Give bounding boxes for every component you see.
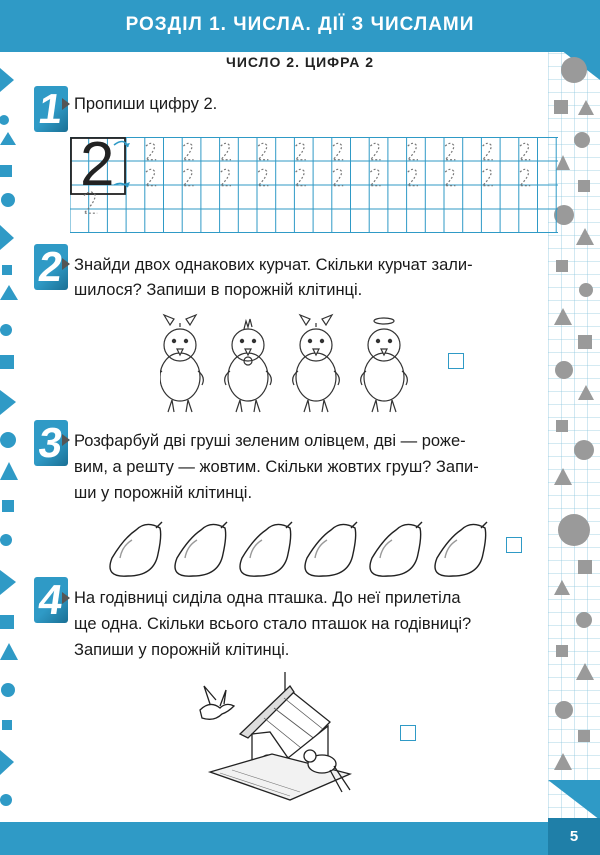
footer-bar [0, 822, 600, 855]
task-4-line-2: ще одна. Скільки всього стало пташок на годівниці? [74, 615, 472, 633]
dotted-digit-tracing [70, 137, 558, 233]
left-decor-shapes [0, 40, 22, 820]
task-arrow-icon [62, 258, 70, 270]
answer-box-task-3[interactable] [506, 537, 522, 553]
answer-box-task-2[interactable] [448, 353, 464, 369]
page-number: 5 [548, 818, 600, 855]
pears-illustration [100, 518, 500, 580]
sample-digit: 2 [80, 130, 115, 199]
lesson-subtitle: ЧИСЛО 2. ЦИФРА 2 [226, 54, 374, 70]
task-4-line-1: На годівниці сиділа одна пташка. До неї прилетіла [74, 589, 461, 607]
task-number-3: 3 [34, 420, 68, 466]
task-arrow-icon [62, 98, 70, 110]
task-2-line-2: шилося? Запиши в порожній клітинці. [74, 281, 363, 299]
task-4-line-3: Запиши у порожній клітинці. [74, 641, 290, 659]
task-arrow-icon [62, 434, 70, 446]
task-3-line-2: вим, а решту — жовтим. Скільки жовтих груш? Запи- [74, 458, 479, 476]
task-arrow-icon [62, 592, 70, 604]
chicks-illustration [160, 305, 420, 417]
task-number-2: 2 [34, 244, 68, 290]
section-title: РОЗДІЛ 1. ЧИСЛА. ДІЇ З ЧИСЛАМИ [125, 14, 475, 35]
task-3-line-3: ши у порожній клітинці. [74, 484, 253, 502]
task-1-text: Пропиши цифру 2. [74, 95, 218, 113]
task-3-line-1: Розфарбуй дві груші зеленим олівцем, дві — роже- [74, 432, 466, 450]
task-number-1: 1 [34, 86, 68, 132]
answer-box-task-4[interactable] [400, 725, 416, 741]
task-number-4: 4 [34, 577, 68, 623]
bird-feeder-illustration [180, 672, 360, 802]
task-2-line-1: Знайди двох однакових курчат. Скільки курчат зали- [74, 256, 473, 274]
